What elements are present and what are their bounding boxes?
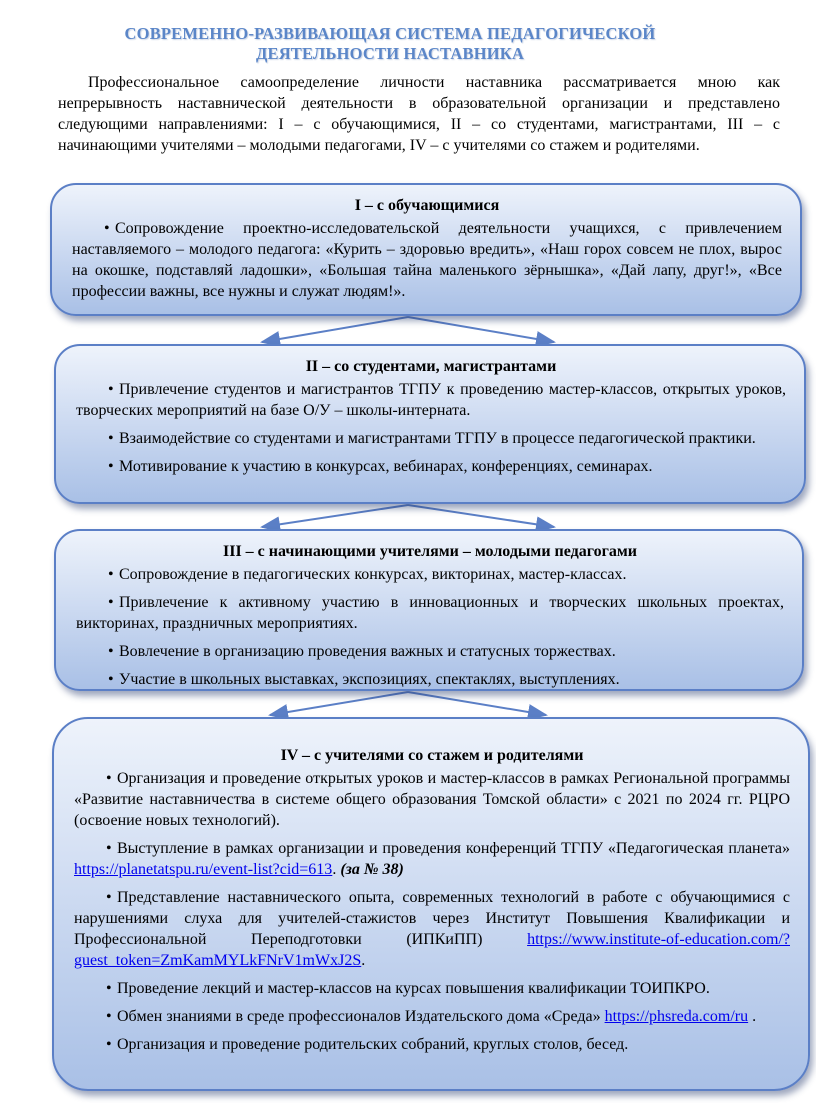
- list-item: [76, 564, 784, 585]
- intro-paragraph: Профессиональное самоопределение личности наставника рассматривается мною как непрерывность наставнической деятельности в образовательной организации и представлено следующими направлениями: I – с обучающимися, II – со студентами, магистрантами, III – с начинающими учителями – молодыми педагогами, IV – с учителями со стажем и родителями.: [58, 74, 780, 154]
- list-item-text: Привлечение студентов и магистрантов ТГПУ к проведению мастер-классов, открытых уроков, творческих мероприятий на базе О/У – школы-интерната.: [76, 381, 786, 419]
- list-item: [76, 428, 786, 449]
- list-item: [76, 592, 784, 634]
- list-item-text: Мотивирование к участию в конкурсах, вебинарах, конференциях, семинарах.: [119, 458, 653, 475]
- section-university-box: [54, 344, 806, 504]
- list-item-text: .: [332, 861, 341, 878]
- list-item-text: .: [748, 1008, 757, 1025]
- arrow-1-to-2: [262, 317, 554, 342]
- list-item: [74, 978, 790, 999]
- bullet-icon: •: [108, 381, 114, 398]
- bullet-icon: •: [106, 980, 112, 997]
- list-item-text: Привлечение к активному участию в инновационных и творческих школьных проектах, викторинах, праздничных мероприятиях.: [76, 594, 784, 632]
- section-students-heading: I – с обучающимися: [354, 197, 500, 214]
- list-item: [74, 1006, 790, 1027]
- bullet-icon: •: [108, 594, 114, 611]
- bullet-icon: •: [108, 671, 114, 688]
- list-item-text: Организация и проведение открытых уроков и мастер-классов в рамках Региональной программы «Развитие наставничества в системе общего образования Томской области» с 2021 по 2024 гг. РЦРО (освоение новых технологий).: [74, 770, 790, 829]
- bullet-icon: •: [108, 566, 114, 583]
- arrow-2-to-3: [262, 505, 554, 527]
- list-item-text: Сопровождение проектно-исследовательской деятельности учащихся, с привлечением наставляемого – молодого педагога: «Курить – здоровью вредить», «Наш горох совсем не плох, вырос на окошке, подставляй ладошки», «Большая тайна маленького зёрнышка», «Дай лапу, друг!», «Все профессии важны, все нужны и служат людям!».: [72, 220, 782, 300]
- title-line-2: ДЕЯТЕЛЬНОСТИ НАСТАВНИКА: [255, 44, 525, 63]
- list-item: [76, 379, 786, 421]
- section-experienced-teachers-heading: IV – с учителями со стажем и родителями: [280, 747, 584, 764]
- section-students-box: [50, 183, 802, 316]
- bullet-icon: •: [104, 220, 110, 237]
- list-item-text: Сопровождение в педагогических конкурсах, викторинах, мастер-классах.: [119, 566, 627, 583]
- bullet-icon: •: [106, 1008, 112, 1025]
- list-item-text: Организация и проведение родительских собраний, круглых столов, бесед.: [117, 1036, 629, 1053]
- list-item-text: Вовлечение в организацию проведения важных и статусных торжествах.: [119, 643, 616, 660]
- list-item-text: Обмен знаниями в среде профессионалов Издательского дома «Среда»: [117, 1008, 605, 1025]
- list-item: [76, 669, 784, 690]
- list-item: [76, 641, 784, 662]
- bullet-icon: •: [108, 430, 114, 447]
- list-item-text: Взаимодействие со студентами и магистрантами ТГПУ в процессе педагогической практики.: [119, 430, 756, 447]
- bullet-icon: •: [108, 643, 114, 660]
- list-item: [74, 1034, 790, 1055]
- bullet-icon: •: [106, 1036, 112, 1053]
- list-item: [74, 838, 790, 880]
- title-line-1: СОВРЕМЕННО-РАЗВИВАЮЩАЯ СИСТЕМА ПЕДАГОГИЧЕСКОЙ: [124, 24, 656, 43]
- section-university-heading: II – со студентами, магистрантами: [305, 358, 557, 375]
- list-item-text: Участие в школьных выставках, экспозициях, спектаклях, выступлениях.: [119, 671, 620, 688]
- bullet-icon: •: [108, 458, 114, 475]
- list-item-text: Представление наставнического опыта, современных технологий в работе с обучающимися с нарушениями слуха для учителей-стажистов через Институт Повышения Квалификации и Профессиональной Переподготовки (ИПКиПП): [74, 889, 790, 948]
- phsreda-link[interactable]: https://phsreda.com/ru: [604, 1008, 749, 1025]
- bullet-icon: •: [106, 840, 112, 857]
- arrow-3-to-4: [270, 692, 546, 715]
- list-item: [72, 218, 782, 302]
- institute-link[interactable]: https://www.institute-of-education.com/?guest_token=ZmKamMYLkFNrV1mWxJ2S: [74, 931, 790, 969]
- list-item-text: Выступление в рамках организации и проведения конференций ТГПУ «Педагогическая планета»: [117, 840, 790, 857]
- planeta-link[interactable]: https://planetatspu.ru/event-list?cid=613: [74, 861, 333, 878]
- section-young-teachers-box: [54, 529, 804, 691]
- list-item: [76, 456, 786, 477]
- list-item-text: .: [361, 952, 366, 969]
- section-young-teachers-heading: III – с начинающими учителями – молодыми педагогами: [223, 543, 637, 560]
- bullet-icon: •: [106, 770, 112, 787]
- list-item-text: Проведение лекций и мастер-классов на курсах повышения квалификации ТОИПКРО.: [117, 980, 710, 997]
- list-item: [74, 887, 790, 971]
- note-label: (за № 38): [340, 861, 404, 878]
- list-item: [74, 768, 790, 831]
- section-experienced-teachers-box: [52, 717, 810, 1091]
- bullet-icon: •: [106, 889, 112, 906]
